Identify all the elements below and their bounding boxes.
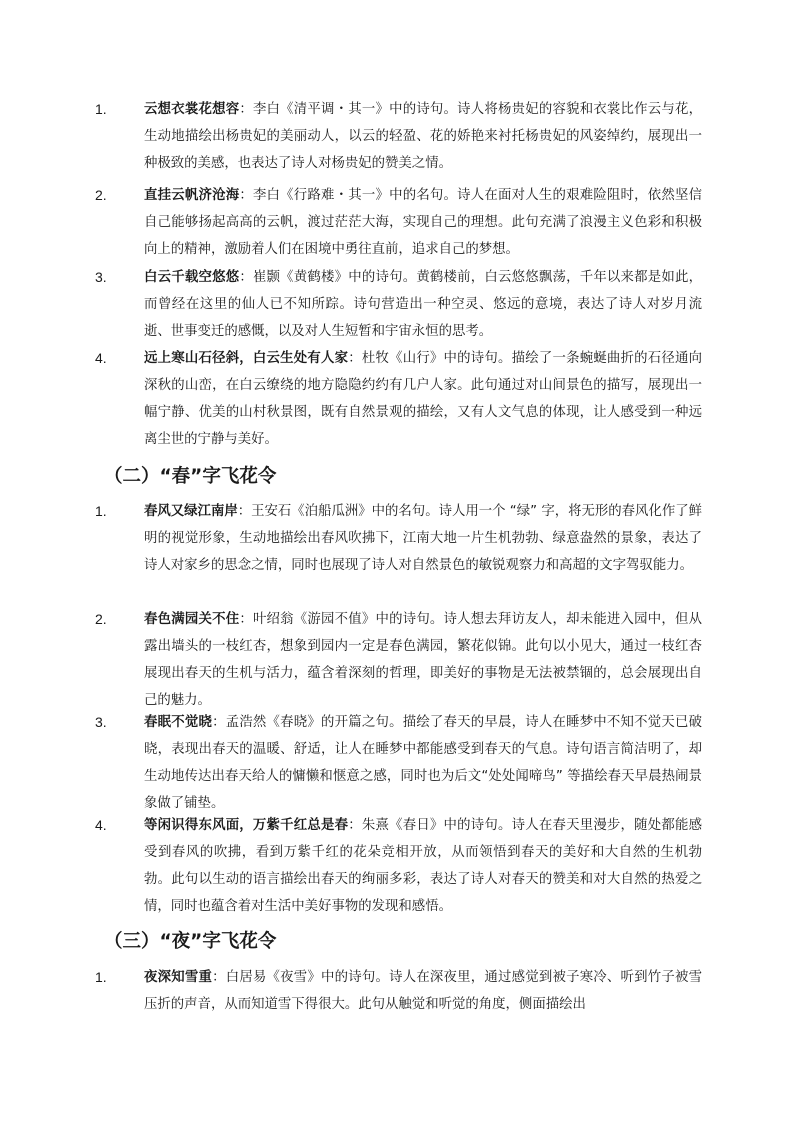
item-title: 远上寒山石径斜，白云生处有人家 xyxy=(144,351,349,366)
item-text xyxy=(144,964,702,1018)
item-separator: ： xyxy=(348,818,362,833)
item-body: 叶绍翁《游园不值》中的诗句。诗人想去拜访友人，却未能进入园中，但从露出墙头的一枝红杏，想象到园内一定是春色满园，繁花似锦。此句以小见大，通过一枝红杏展现出春天的生机与活力，蕴含着深刻的哲理，即美好的事物是无法被禁锢的，总会展现出自己的魅力。 xyxy=(144,612,703,708)
item-number: 2. xyxy=(95,611,107,627)
item-number: 2. xyxy=(95,187,107,203)
item-title: 直挂云帆济沧海 xyxy=(144,188,240,203)
section-3-heading: （三）“夜”字飞花令 xyxy=(104,931,277,952)
item-separator: ： xyxy=(239,612,253,627)
item-separator: ： xyxy=(348,351,362,366)
item-number: 3. xyxy=(95,714,107,730)
item-number: 1. xyxy=(95,969,107,985)
item-title: 春色满园关不住 xyxy=(144,612,240,627)
item-title: 白云千载空悠悠 xyxy=(144,270,240,285)
item-title: 夜深知雪重 xyxy=(144,970,213,985)
item-number: 3. xyxy=(95,269,107,285)
item-body: 朱熹《春日》中的诗句。诗人在春天里漫步，随处都能感受到春风的吹拂，看到万紫千红的花朵竞相开放，从而领悟到春天的美好和大自然的生机勃勃。此句以生动的语言描绘出春天的绚丽多彩，表达了诗人对春天的赞美和对大自然的热爱之情，同时也蕴含着对生活中美好事物的发现和感悟。 xyxy=(144,818,703,914)
item-number: 1. xyxy=(95,101,107,117)
item-text xyxy=(144,96,702,177)
item-body: 王安石《泊船瓜洲》中的名句。诗人用一个 “绿” 字，将无形的春风化作了鲜明的视觉形象，生动地描绘出春风吹拂下，江南大地一片生机勃勃、绿意盎然的景象，表达了诗人对家乡的思念之情，同时也展现了诗人对自然景色的敏锐观察力和高超的文字驾驭能力。 xyxy=(144,504,703,573)
item-body: 白居易《夜雪》中的诗句。诗人在深夜里，通过感觉到被子寒冷、听到竹子被雪压折的声音，从而知道雪下得很大。此句从触觉和听觉的角度，侧面描绘出 xyxy=(144,970,703,1012)
item-separator: ： xyxy=(212,715,226,730)
item-title: 春眠不觉晓 xyxy=(144,715,213,730)
item-body: 杜牧《山行》中的诗句。描绘了一条蜿蜒曲折的石径通向深秋的山峦，在白云缭绕的地方隐隐约约有几户人家。此句通过对山间景色的描写，展现出一幅宁静、优美的山村秋景图，既有自然景观的描绘，又有人文气息的体现，让人感受到一种远离尘世的宁静与美好。 xyxy=(144,351,703,447)
item-number: 1. xyxy=(95,503,107,519)
item-body: 李白《行路难・其一》中的名句。诗人在面对人生的艰难险阻时，依然坚信自己能够扬起高高的云帆，渡过茫茫大海，实现自己的理想。此句充满了浪漫主义色彩和积极向上的精神，激励着人们在困境中勇往直前，追求自己的梦想。 xyxy=(144,188,703,257)
item-separator: ： xyxy=(239,102,253,117)
item-text xyxy=(144,812,702,920)
item-title: 云想衣裳花想容 xyxy=(144,102,240,117)
item-text xyxy=(144,606,702,714)
item-text xyxy=(144,182,702,263)
item-number: 4. xyxy=(95,350,107,366)
item-body: 孟浩然《春晓》的开篇之句。描绘了春天的早晨，诗人在睡梦中不知不觉天已破晓，表现出春天的温暖、舒适，让人在睡梦中都能感受到春天的气息。诗句语言简洁明了，却生动地传达出春天给人的慵懒和惬意之感，同时也为后文“处处闻啼鸟” 等描绘春天早晨热闹景象做了铺垫。 xyxy=(144,715,703,811)
item-title: 春风又绿江南岸 xyxy=(144,504,238,519)
item-text xyxy=(144,264,702,345)
item-separator: ： xyxy=(239,270,253,285)
item-body: 李白《清平调・其一》中的诗句。诗人将杨贵妃的容貌和衣裳比作云与花，生动地描绘出杨贵妃的美丽动人，以云的轻盈、花的娇艳来衬托杨贵妃的风姿绰约，展现出一种极致的美感，也表达了诗人对杨贵妃的赞美之情。 xyxy=(144,102,703,171)
item-separator: ： xyxy=(239,188,253,203)
item-title: 等闲识得东风面，万紫千红总是春 xyxy=(144,818,349,833)
item-text xyxy=(144,709,702,817)
item-text xyxy=(144,498,702,579)
item-separator: ： xyxy=(237,504,252,519)
item-text xyxy=(144,345,702,453)
section-2-heading: （二）“春”字飞花令 xyxy=(104,466,277,487)
item-separator: ： xyxy=(212,970,226,985)
item-number: 4. xyxy=(95,817,107,833)
item-body: 崔颢《黄鹤楼》中的诗句。黄鹤楼前，白云悠悠飘荡，千年以来都是如此，而曾经在这里的仙人已不知所踪。诗句营造出一种空灵、悠远的意境，表达了诗人对岁月流逝、世事变迁的感慨，以及对人生短暂和宇宙永恒的思考。 xyxy=(144,270,703,339)
